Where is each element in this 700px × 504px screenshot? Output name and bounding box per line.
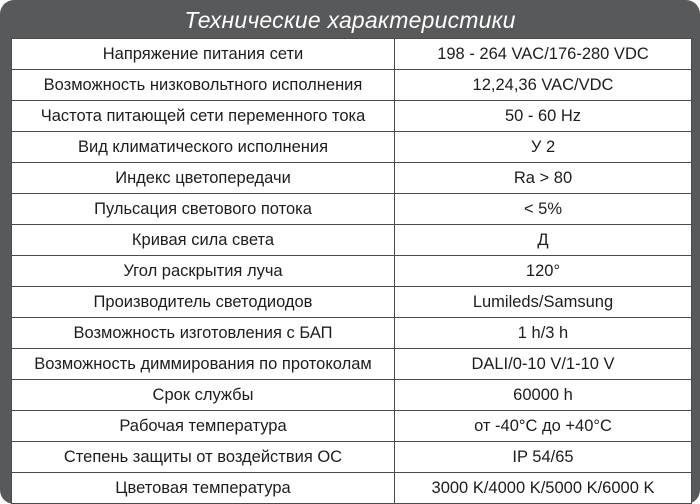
param-name: Цветовая температура	[12, 473, 395, 504]
param-value: Lumileds/Samsung	[395, 287, 692, 318]
param-value: 198 - 264 VAC/176-280 VDC	[395, 39, 692, 70]
table-row	[12, 163, 692, 194]
param-name: Возможность диммирования по протоколам	[12, 349, 395, 380]
param-name: Индекс цветопередачи	[12, 163, 395, 194]
param-name: Напряжение питания сети	[12, 39, 395, 70]
table-row	[12, 442, 692, 473]
param-name: Кривая сила света	[12, 225, 395, 256]
param-name: Вид климатического исполнения	[12, 132, 395, 163]
param-value: У 2	[395, 132, 692, 163]
param-name: Частота питающей сети переменного тока	[12, 101, 395, 132]
param-value: 3000 K/4000 K/5000 K/6000 K	[395, 473, 692, 504]
table-row	[12, 411, 692, 442]
param-name: Угол раскрытия луча	[12, 256, 395, 287]
table-row	[12, 256, 692, 287]
param-value: Ra > 80	[395, 163, 692, 194]
param-name: Рабочая температура	[12, 411, 395, 442]
param-name: Производитель светодиодов	[12, 287, 395, 318]
param-value: 1 h/3 h	[395, 318, 692, 349]
table-row	[12, 349, 692, 380]
param-value: 120°	[395, 256, 692, 287]
param-value: от -40°C до +40°C	[395, 411, 692, 442]
param-name: Возможность низковольтного исполнения	[12, 70, 395, 101]
table-row	[12, 380, 692, 411]
param-value: DALI/0-10 V/1-10 V	[395, 349, 692, 380]
table-row	[12, 473, 692, 504]
param-value: 12,24,36 VAC/VDC	[395, 70, 692, 101]
param-name: Возможность изготовления с БАП	[12, 318, 395, 349]
table-title: Технические характеристики	[184, 7, 516, 33]
param-name: Пульсация светового потока	[12, 194, 395, 225]
param-name: Срок службы	[12, 380, 395, 411]
table-row	[12, 318, 692, 349]
table-row	[12, 225, 692, 256]
param-value: IP 54/65	[395, 442, 692, 473]
param-value: < 5%	[395, 194, 692, 225]
param-value: Д	[395, 225, 692, 256]
table-row	[12, 287, 692, 318]
table-row	[12, 194, 692, 225]
table-row	[12, 70, 692, 101]
table-row	[12, 39, 692, 70]
param-value: 50 - 60 Hz	[395, 101, 692, 132]
spec-table	[11, 38, 692, 504]
param-name: Степень защиты от воздействия ОС	[12, 442, 395, 473]
table-row	[12, 132, 692, 163]
param-value: 60000 h	[395, 380, 692, 411]
table-row	[12, 101, 692, 132]
